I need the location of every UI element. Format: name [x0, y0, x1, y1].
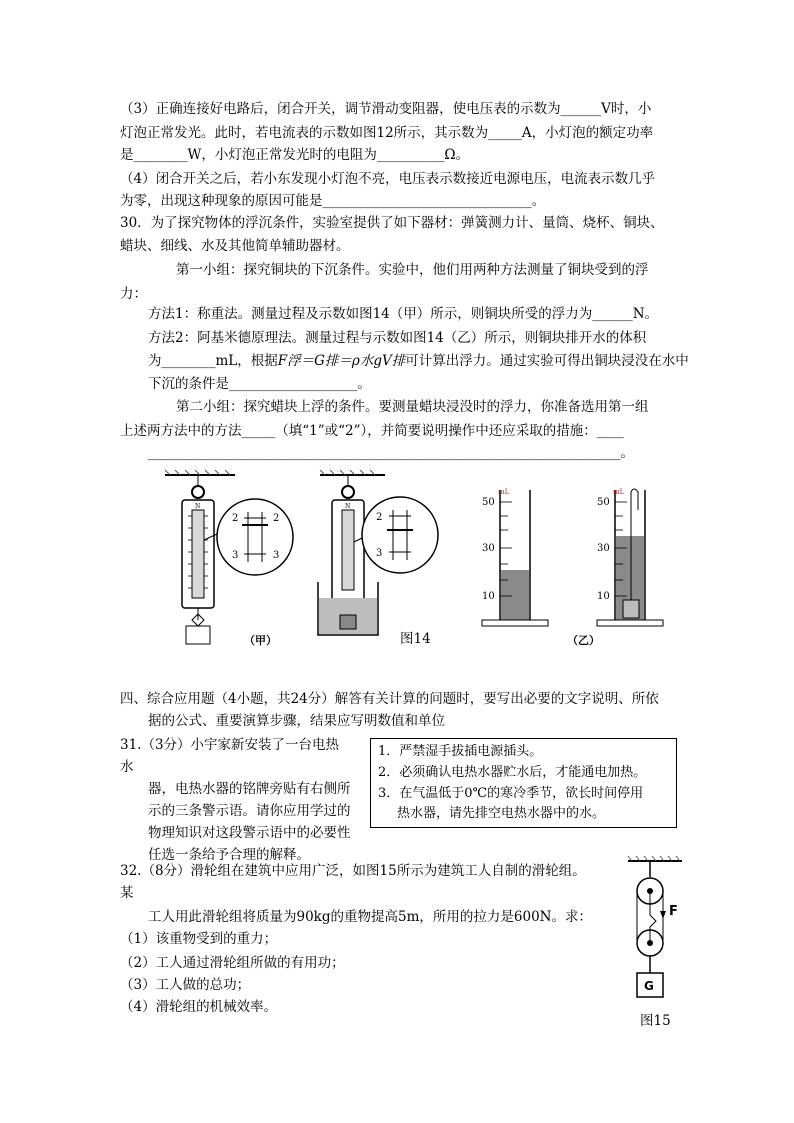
figure-15-caption: 图15: [640, 1013, 671, 1029]
mark-2-jia: 2: [232, 513, 239, 524]
warning-box: [370, 738, 677, 828]
mark-3-yi: 3: [376, 548, 383, 559]
cyl-unit-1: mL: [498, 488, 510, 496]
graduated-cylinder-1: [482, 488, 548, 626]
q31-line3: 器，电热水器的铭牌旁贴有右侧所: [148, 781, 351, 797]
q30-method2-line3: 下沉的条件是___________________。: [148, 376, 371, 392]
q32-item-2: （2）工人通过滑轮组所做的有用功；: [120, 955, 345, 971]
mark-2b-jia: 2: [273, 513, 280, 524]
q32-item-3: （3）工人做的总功；: [120, 977, 251, 993]
q30-method2-line1: 方法2：阿基米德原理法。测量过程与示数如图14（乙）所示，则铜块排开水的体积: [148, 330, 647, 346]
mark-3b-jia: 3: [273, 550, 280, 561]
section4-heading-line1: 四、综合应用题（4小题，共24分）解答有关计算的问题时，要写出必要的文字说明、所依: [120, 691, 659, 707]
figure-15-pulley: [620, 855, 690, 1015]
q30-group1-line1: 第一小组：探究铜块的下沉条件。实验中，他们用两种方法测量了铜块受到的浮: [176, 262, 649, 278]
q29-p3-line3: 是________W，小灯泡正常发光时的电阻为__________Ω。: [120, 147, 470, 163]
q32-line3: 工人用此滑轮组将质量为90kg的重物提高5m，所用的拉力是600N。求：: [148, 909, 592, 925]
warning-3-cont: 热水器，请先排空电热水器中的水。: [397, 806, 606, 821]
figure-14-label-yi: （乙）: [567, 634, 600, 647]
q30-method2-line2-a: 为________mL，根据: [148, 353, 278, 369]
mark-2-yi: 2: [376, 512, 383, 523]
warning-3: 3．在气温低于0℃的寒冷季节，欲长时间停用: [378, 786, 644, 801]
q31-line4: 示的三条警示语。请你应用学过的: [148, 803, 351, 819]
cyl1-tick-50: 50: [482, 497, 495, 508]
spring-scale-beaker: [318, 470, 438, 635]
cyl1-tick-30: 30: [482, 543, 495, 554]
q29-p4-line1: （4）闭合开关之后，若小东发现小灯泡不亮，电压表示数接近电源电压，电流表示数几乎: [120, 171, 656, 187]
q30-method1: 方法1：称重法。测量过程及示数如图14（甲）所示，则铜块所受的浮力为______N。: [148, 306, 659, 322]
cyl-unit-2: mL: [613, 488, 625, 496]
weight-label: G: [644, 979, 654, 993]
q30-line1: 30．为了探究物体的浮沉条件，实验室提供了如下器材：弹簧测力计、量筒、烧杯、铜块、: [120, 215, 664, 231]
graduated-cylinder-2: [597, 488, 663, 626]
cyl2-tick-10: 10: [597, 591, 610, 602]
q30-method2-line2-b: 可计算出浮力。通过实验可得出铜块浸没在水中: [405, 353, 689, 369]
figure-14-caption: 图14: [400, 631, 431, 647]
q32-line2: 某: [120, 885, 134, 901]
q30-group2-line1: 第二小组：探究蜡块上浮的条件。要测量蜡块浸没时的浮力，你准备选用第一组: [176, 399, 649, 415]
spring-scale-jia: [165, 470, 293, 644]
q30-group2-line3: ______________________________________________________________________。: [148, 445, 634, 461]
formula: F浮＝G排＝ρ水gV排: [277, 353, 406, 369]
scale-unit-yi: N: [345, 503, 351, 510]
q31-line2: 水: [120, 759, 134, 775]
force-label: F: [669, 904, 678, 919]
warning-2: 2．必须确认电热水器贮水后，才能通电加热。: [378, 765, 647, 780]
warning-1: 1．严禁湿手拔插电源插头。: [378, 744, 543, 759]
figure-14: [160, 470, 680, 645]
q30-group2-line2: 上述两方法中的方法_____（填“1”或“2”），并简要说明操作中还应采取的措施：____: [120, 423, 624, 439]
q30-line2: 蜡块、细线、水及其他简单辅助器材。: [120, 238, 350, 254]
q29-p4-line2: 为零，出现这种现象的原因可能是_______________________________。: [120, 193, 546, 209]
figure-14-label-jia: （甲）: [244, 634, 277, 647]
q30-method2-line2: [148, 352, 689, 370]
cyl2-tick-50: 50: [597, 497, 610, 508]
scale-unit-jia: N: [195, 503, 201, 510]
q30-group1-line2: 力：: [120, 286, 147, 302]
q31-line6: 任选一条给予合理的解释。: [148, 847, 310, 863]
q29-p3-line1: （3）正确连接好电路后，闭合开关，调节滑动变阻器，使电压表的示数为______V时，小: [120, 101, 652, 117]
mark-3-jia: 3: [232, 550, 239, 561]
section4-heading-line2: 据的公式、重要演算步骤，结果应写明数值和单位: [148, 713, 445, 729]
q32-line1: 32.（8分）滑轮组在建筑中应用广泛，如图15所示为建筑工人自制的滑轮组。: [120, 863, 586, 879]
cyl2-tick-30: 30: [597, 543, 610, 554]
q31-line1: 31.（3分）小宇家新安装了一台电热: [120, 737, 340, 753]
q32-item-1: （1）该重物受到的重力；: [120, 931, 278, 947]
q32-item-4: （4）滑轮组的机械效率。: [120, 999, 278, 1015]
q31-line5: 物理知识对这段警示语中的必要性: [148, 825, 351, 841]
cyl1-tick-10: 10: [482, 591, 495, 602]
q29-p3-line2: 灯泡正常发光。此时，若电流表的示数如图12所示，其示数为_____A，小灯泡的额定功率: [120, 125, 654, 141]
